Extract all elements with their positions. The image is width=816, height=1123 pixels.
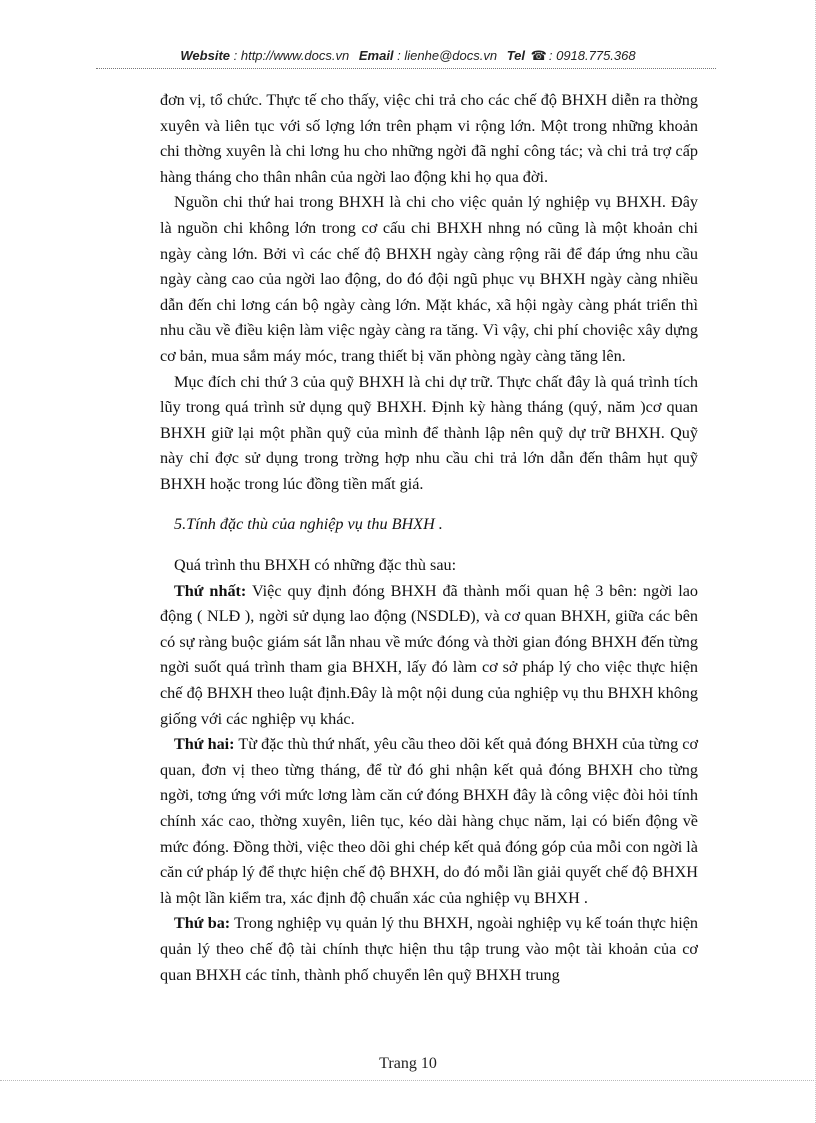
page-footer	[0, 1055, 816, 1073]
website-value: : http://www.docs.vn	[233, 48, 350, 63]
point-3	[160, 911, 698, 988]
page-header	[0, 48, 816, 64]
intro-line: Quá trình thu BHXH có những đặc thù sau:	[174, 556, 457, 575]
point-1	[160, 579, 698, 733]
point-1-text: Việc quy định đóng BHXH đã thành mối quan hệ 3 bên: ngời lao động ( NLĐ ), ngời sử dụng lao động (NSDLĐ), và cơ quan BHXH, giữa các bên có sự ràng buộc giám sát lẫn nhau về mức đóng và thời gian đóng BHXH đến từng ngời suốt quá trình tham gia BHXH, lấy đó làm cơ sở pháp lý cho việc thực hiện chế độ BHXH theo luật định.Đây là một nội dung của nghiệp vụ thu BHXH không giống với các nghiệp vụ khác.	[160, 581, 698, 728]
point-3-text: Trong nghiệp vụ quản lý thu BHXH, ngoài nghiệp vụ kế toán thực hiện quản lý theo chế độ tài chính thực hiện thu tập trung vào một tài khoản của cơ quan BHXH các tỉnh, thành phố chuyển lên quỹ BHXH trung	[160, 914, 698, 984]
point-3-lead: Thứ ba:	[174, 914, 231, 933]
tel-value: : 0918.775.368	[548, 48, 636, 63]
paragraph-3: Mục đích chi thứ 3 của quỹ BHXH là chi dự trữ. Thực chất đây là quá trình tích lũy trong quá trình sử dụng quỹ BHXH. Định kỳ hàng tháng (quý, năm )cơ quan BHXH giữ lại một phần quỹ của mình để thành lập nên quỹ dự trữ BHXH. Quỹ này chỉ đợc sử dụng trong trờng hợp nhu cầu chi trả lớn dẫn đến thâm hụt quỹ BHXH hoặc trong lúc đồng tiền mất giá.	[160, 372, 698, 493]
point-1-lead: Thứ nhất:	[174, 581, 247, 600]
paragraph-1: đơn vị, tổ chức. Thực tế cho thấy, việc chi trả cho các chế độ BHXH diễn ra thờng xuyên và liên tục với số lợng lớn trên phạm vi rộng lớn. Một trong những khoản chi thờng xuyên là chi lơng hu cho những ngời đã nghỉ công tác; và chi trả trợ cấp hàng tháng cho thân nhân của ngời lao động khi họ qua đời.	[160, 91, 698, 186]
header-divider	[96, 68, 716, 69]
phone-icon: ☎	[530, 48, 547, 63]
paragraph-2: Nguồn chi thứ hai trong BHXH là chi cho việc quản lý nghiệp vụ BHXH. Đây là nguồn chi không lớn trong cơ cấu chi BHXH nhng nó cũng là một khoản chi ngày càng lớn. Bởi vì các chế độ BHXH ngày càng rộng rãi để đáp ứng nhu cầu ngày càng cao của ngời lao động, do đó đội ngũ phục vụ BHXH ngày càng nhiều dẫn đến chi lơng cán bộ ngày càng lớn. Mặt khác, xã hội ngày càng phát triển thì nhu cầu về điều kiện làm việc ngày càng ra tăng. Vì vậy, chi phí choviệc xây dựng cơ bản, mua sắm máy móc, trang thiết bị văn phòng ngày càng tăng lên.	[160, 193, 698, 365]
email-label: Email	[358, 48, 394, 63]
footer-divider	[0, 1080, 816, 1081]
tel-label: Tel	[506, 48, 526, 63]
document-body	[160, 88, 698, 988]
point-2-lead: Thứ hai:	[174, 735, 235, 754]
section-title: 5.Tính đặc thù của nghiệp vụ thu BHXH .	[174, 514, 443, 533]
page-number: Trang 10	[379, 1055, 437, 1072]
point-2-text: Từ đặc thù thứ nhất, yêu cầu theo dõi kết quả đóng BHXH của từng cơ quan, đơn vị theo từng tháng, để từ đó ghi nhận kết quả đóng BHXH cho từng ngời, tơng ứng với mức lơng làm căn cứ đóng BHXH đây là công việc đòi hỏi tính chính xác cao, thờng xuyên, liên tục, kéo dài hàng chục năm, lại có biến động về mức đóng. Đồng thời, việc theo dõi ghi chép kết quả đóng góp của mỗi con ngời là căn cứ pháp lý để thực hiện chế độ BHXH, do đó mỗi lần giải quyết chế độ BHXH là một lần kiểm tra, xác định độ chuẩn xác của nghiệp vụ BHXH .	[160, 735, 699, 907]
website-label: Website	[180, 48, 230, 63]
point-2	[160, 732, 698, 911]
email-value: : lienhe@docs.vn	[397, 48, 498, 63]
